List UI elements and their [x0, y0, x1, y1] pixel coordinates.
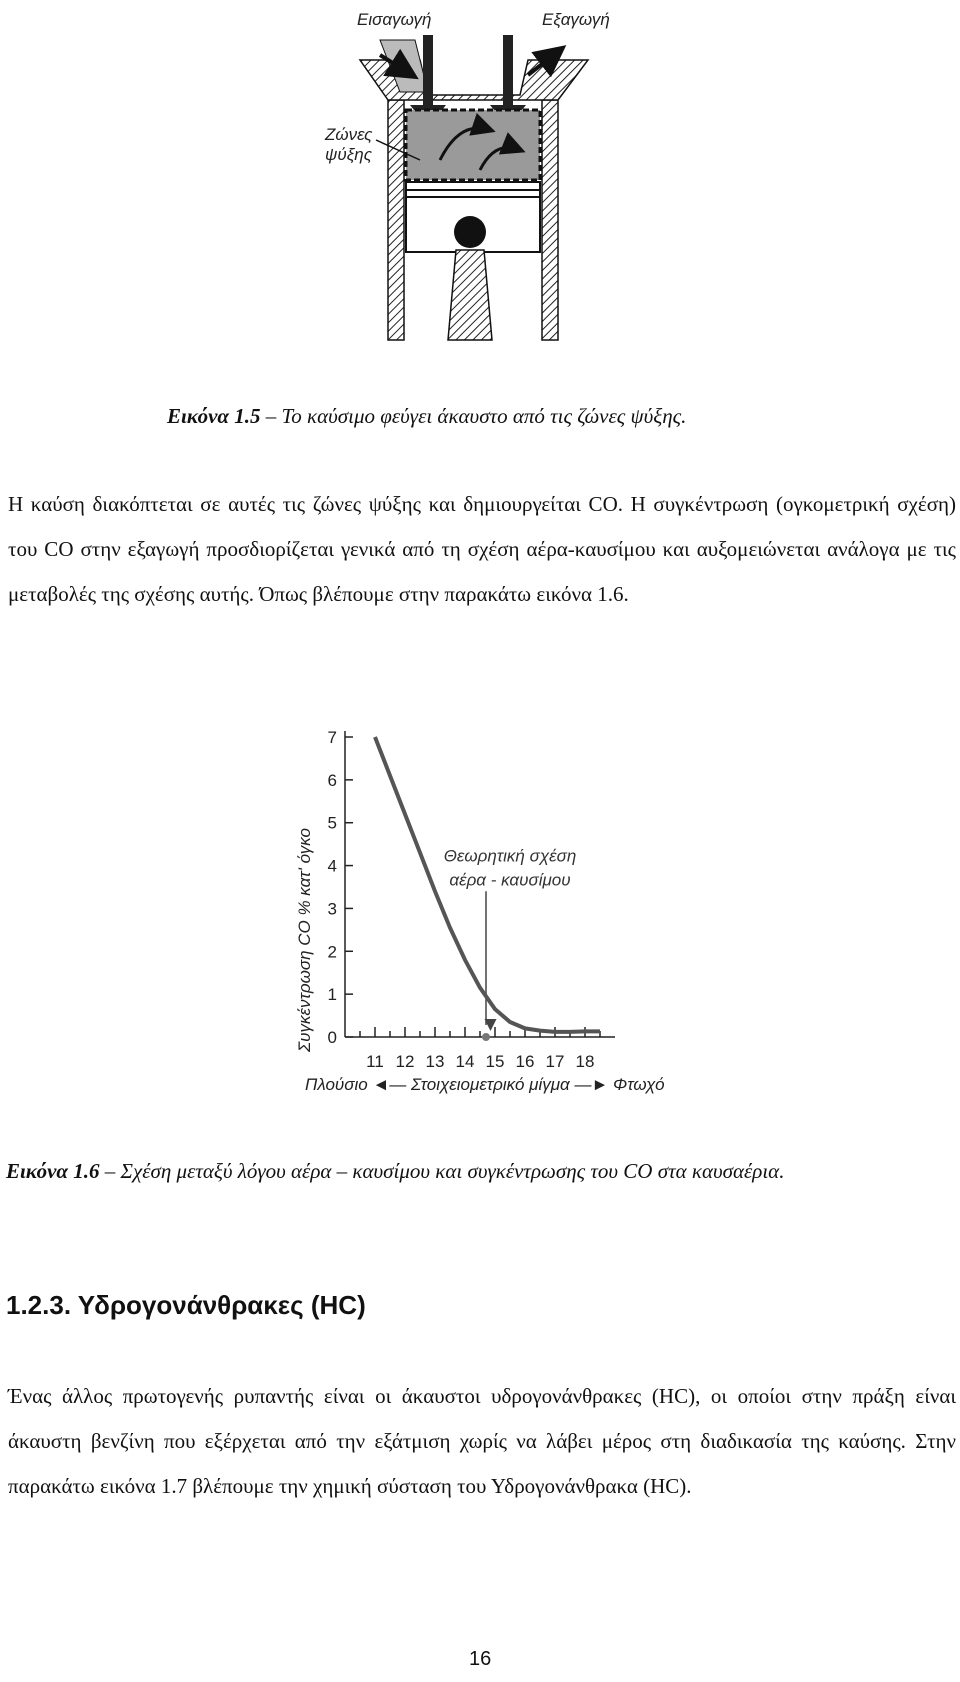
cooling-zones-label	[325, 125, 372, 165]
x-tick-label: 15	[485, 1052, 505, 1071]
section-heading: 1.2.3. Υδρογονάνθρακες (HC)	[6, 1290, 366, 1320]
right-arrow-icon: —►	[574, 1075, 609, 1094]
x-tick-label: 11	[366, 1052, 384, 1071]
y-tick-label: 3	[327, 899, 337, 919]
figure-1-6-caption	[6, 1159, 784, 1184]
figure-1-5-text: – Το καύσιμο φεύγει άκαυστο από τις ζώνες ψύξης.	[260, 404, 687, 428]
annotation-line2: αέρα - καυσίμου	[449, 870, 571, 890]
engine-cylinder-illustration	[320, 0, 620, 350]
y-tick-label: 0	[327, 1028, 337, 1047]
y-tick-label: 5	[327, 813, 337, 833]
figure-1-6-number: Εικόνα 1.6	[6, 1159, 100, 1183]
y-axis-label: Συγκέντρωση CO % κατ' όγκο	[295, 827, 314, 1053]
y-tick-label: 2	[327, 942, 337, 962]
x-tick-label: 12	[395, 1052, 415, 1071]
x-tick-label: 14	[455, 1052, 475, 1071]
left-arrow-icon: ◄—	[372, 1075, 407, 1094]
paragraph-co-concentration: Η καύση διακόπτεται σε αυτές τις ζώνες ψύξης και δημιουργείται CO. Η συγκέντρωση (ογκομετρική σχέση) του CO στην εξαγωγή προσδιορίζεται γενικά από τη σχέση αέρα-καυσίμου και αυξομειώνεται ανάλογα με τις μεταβολές της σχέσης αυτής. Όπως βλέπουμε στην παρακάτω εικόνα 1.6.	[8, 492, 956, 606]
engine-figure	[320, 0, 620, 350]
lean-mixture-label: Φτωχό	[613, 1075, 665, 1094]
cooling-zones-label-line2: ψύξης	[325, 145, 373, 164]
x-tick-label: 18	[575, 1052, 595, 1071]
mixture-axis-label	[305, 1075, 665, 1095]
co-chart	[280, 715, 700, 1105]
y-tick-label: 6	[327, 770, 337, 790]
rich-mixture-label: Πλούσιο	[305, 1075, 368, 1094]
page-number: 16	[469, 1648, 492, 1670]
y-ticks	[328, 728, 353, 1047]
y-tick-label: 7	[327, 728, 337, 747]
x-tick-label: 17	[545, 1052, 565, 1071]
intake-label: Εισαγωγή	[357, 10, 432, 29]
x-tick-label: 16	[515, 1052, 535, 1071]
y-tick-label: 4	[327, 856, 337, 876]
figure-1-5-number: Εικόνα 1.5	[167, 404, 261, 428]
y-tick-label: 1	[327, 985, 337, 1005]
x-tick-label: 13	[425, 1052, 445, 1071]
co-chart-svg	[280, 715, 700, 1105]
paragraph-hydrocarbons: Ένας άλλος πρωτογενής ρυπαντής είναι οι άκαυστοι υδρογονάνθρακες (HC), οι οποίοι στην πράξη είναι άκαυστη βενζίνη που εξέρχεται από την εξάτμιση χωρίς να λάβει μέρος στη διαδικασία της καύσης. Στην παρακάτω εικόνα 1.7 βλέπουμε την χημική σύσταση του Υδρογονάνθρακα (HC).	[8, 1384, 956, 1498]
stoichiometric-label: Στοιχειομετρικό μίγμα	[411, 1075, 570, 1094]
cooling-zones-label-line1: Ζώνες	[325, 125, 373, 144]
figure-1-6-text: – Σχέση μεταξύ λόγου αέρα – καυσίμου και συγκέντρωσης του CO στα καυσαέρια.	[99, 1159, 785, 1183]
stoichiometric-point	[482, 1033, 490, 1041]
annotation-line1: Θεωρητική σχέση	[443, 846, 577, 866]
exhaust-label: Εξαγωγή	[542, 10, 610, 29]
figure-1-5-caption	[167, 404, 686, 429]
